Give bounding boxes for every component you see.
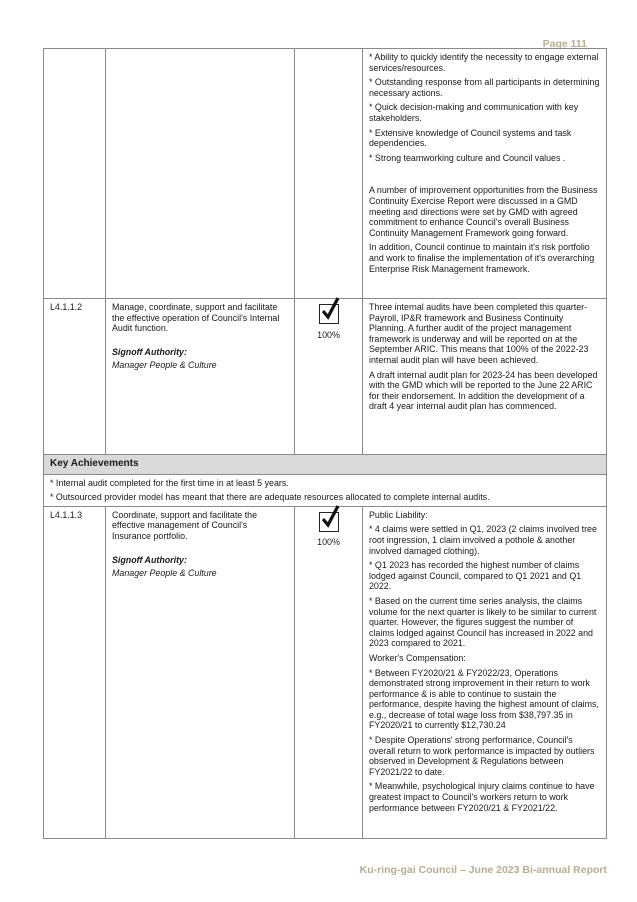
- comment-paragraph: * Outstanding response from all participants in determining necessary actions.: [369, 77, 600, 98]
- comment-paragraph: * 4 claims were settled in Q1, 2023 (2 claims involved tree root ingression, 1 claim involved a pothole & another involved damaged clothing).: [369, 524, 597, 556]
- comment-paragraph: * Extensive knowledge of Council systems and task dependencies.: [369, 127, 572, 149]
- status-percent: 100%: [317, 329, 340, 340]
- comment-paragraph: Worker's Compensation:: [369, 652, 466, 663]
- comment-paragraph: * Strong teamworking culture and Council values .: [369, 152, 566, 163]
- achievement-item: * Internal audit completed for the first time in at least 5 years.: [50, 477, 289, 488]
- signoff-name: Manager People & Culture: [112, 360, 217, 371]
- key-achievements-row: [44, 474, 607, 506]
- signoff-label: Signoff Authority:: [112, 554, 187, 565]
- progress-table: [43, 48, 607, 839]
- table-row-l4112: [44, 299, 607, 455]
- code-cell: L4.1.1.3: [44, 506, 106, 838]
- status-cell: [295, 299, 363, 455]
- description-cell: [106, 49, 295, 299]
- code-cell: L4.1.1.2: [44, 299, 106, 455]
- checkbox-checked-icon: [319, 512, 339, 532]
- checkbox-checked-icon: [319, 304, 339, 324]
- comment-paragraph: * Ability to quickly identify the necessity to engage external services/resources.: [369, 52, 599, 73]
- comment-paragraph: In addition, Council continue to maintain it's risk portfolio and work to finalise the implementation of it's overarching Enterprise Risk Management framework.: [369, 242, 595, 274]
- status-percent: 100%: [317, 537, 340, 548]
- key-achievements-list: [44, 474, 607, 506]
- key-achievements-heading-row: [44, 455, 607, 475]
- table-row-continued: [44, 49, 607, 299]
- comment-paragraph: A number of improvement opportunities from the Business Continuity Exercise Report were discussed in a GMD meeting and directions were set by GMD with agreed commitment to enhance Council's overall Business Continuity Management Framework going forward.: [369, 185, 598, 238]
- comment-paragraph: * Quick decision-making and communication with key stakeholders.: [369, 102, 579, 123]
- comment-paragraph: * Between FY2020/21 & FY2022/23, Operations demonstrated strong improvement in their return to work performance & is able to continue to sustain the performance, despite having the highest amount of claims, e.g., decrease of total wage loss from $38,797.35 in FY2020/21 to currently $12,730.24: [369, 667, 599, 731]
- action-description: Coordinate, support and facilitate the effective management of Council's Insurance portfolio.: [112, 509, 258, 541]
- table-row-l4113: [44, 506, 607, 838]
- comments-cell: [363, 49, 607, 299]
- comment-paragraph: * Based on the current time series analysis, the claims volume for the next quarter is likely to be similar to current quarter. However, the figures suggest the number of claims lodged against Council has increased in 2022 and 2023 compared to 2021.: [369, 595, 597, 649]
- comment-paragraph: * Despite Operations' strong performance, Council's overall return to work performance is impacted by outliers observed in Development & Regulations between FY2021/22 to date.: [369, 735, 595, 777]
- status-cell: [295, 49, 363, 299]
- comments-cell: [363, 299, 607, 455]
- comment-paragraph: A draft internal audit plan for 2023-24 has been developed with the GMD which will be reported to the June 22 ARIC for their endorsement. In addition the development of a draft 4 year internal audit plan has commenced.: [369, 369, 598, 412]
- key-achievements-heading: Key Achievements: [44, 455, 607, 475]
- comment-paragraph: * Meanwhile, psychological injury claims continue to have greatest impact to Council's workers return to work performance between FY2020/21 & FY2021/22.: [369, 781, 595, 813]
- report-footer: Ku-ring-gai Council – June 2023 Bi-annual Report: [359, 864, 607, 876]
- description-cell: [106, 506, 295, 838]
- signoff-name: Manager People & Culture: [112, 568, 217, 579]
- page-number: Page 111: [542, 38, 587, 50]
- description-cell: [106, 299, 295, 455]
- signoff-label: Signoff Authority:: [112, 346, 187, 357]
- action-description: Manage, coordinate, support and facilitate the effective operation of Council's Internal Audit function.: [112, 302, 280, 334]
- comments-cell: [363, 506, 607, 838]
- code-cell: [44, 49, 106, 299]
- status-cell: [295, 506, 363, 838]
- achievement-item: * Outsourced provider model has meant that there are adequate resources allocated to complete internal audits.: [50, 492, 490, 503]
- comment-paragraph: Three internal audits have been completed this quarter- Payroll, IP&R framework and Business Continuity Planning. A further audit of the project management framework is underway and will be reported on at the September ARIC. This means that 100% of the 2022-23 internal audit plan will have been achieved.: [369, 302, 589, 365]
- comment-paragraph: * Q1 2023 has recorded the highest number of claims lodged against Council, compared to Q1 2021 and Q1 2022.: [369, 560, 582, 592]
- comment-paragraph: Public Liability:: [369, 509, 428, 520]
